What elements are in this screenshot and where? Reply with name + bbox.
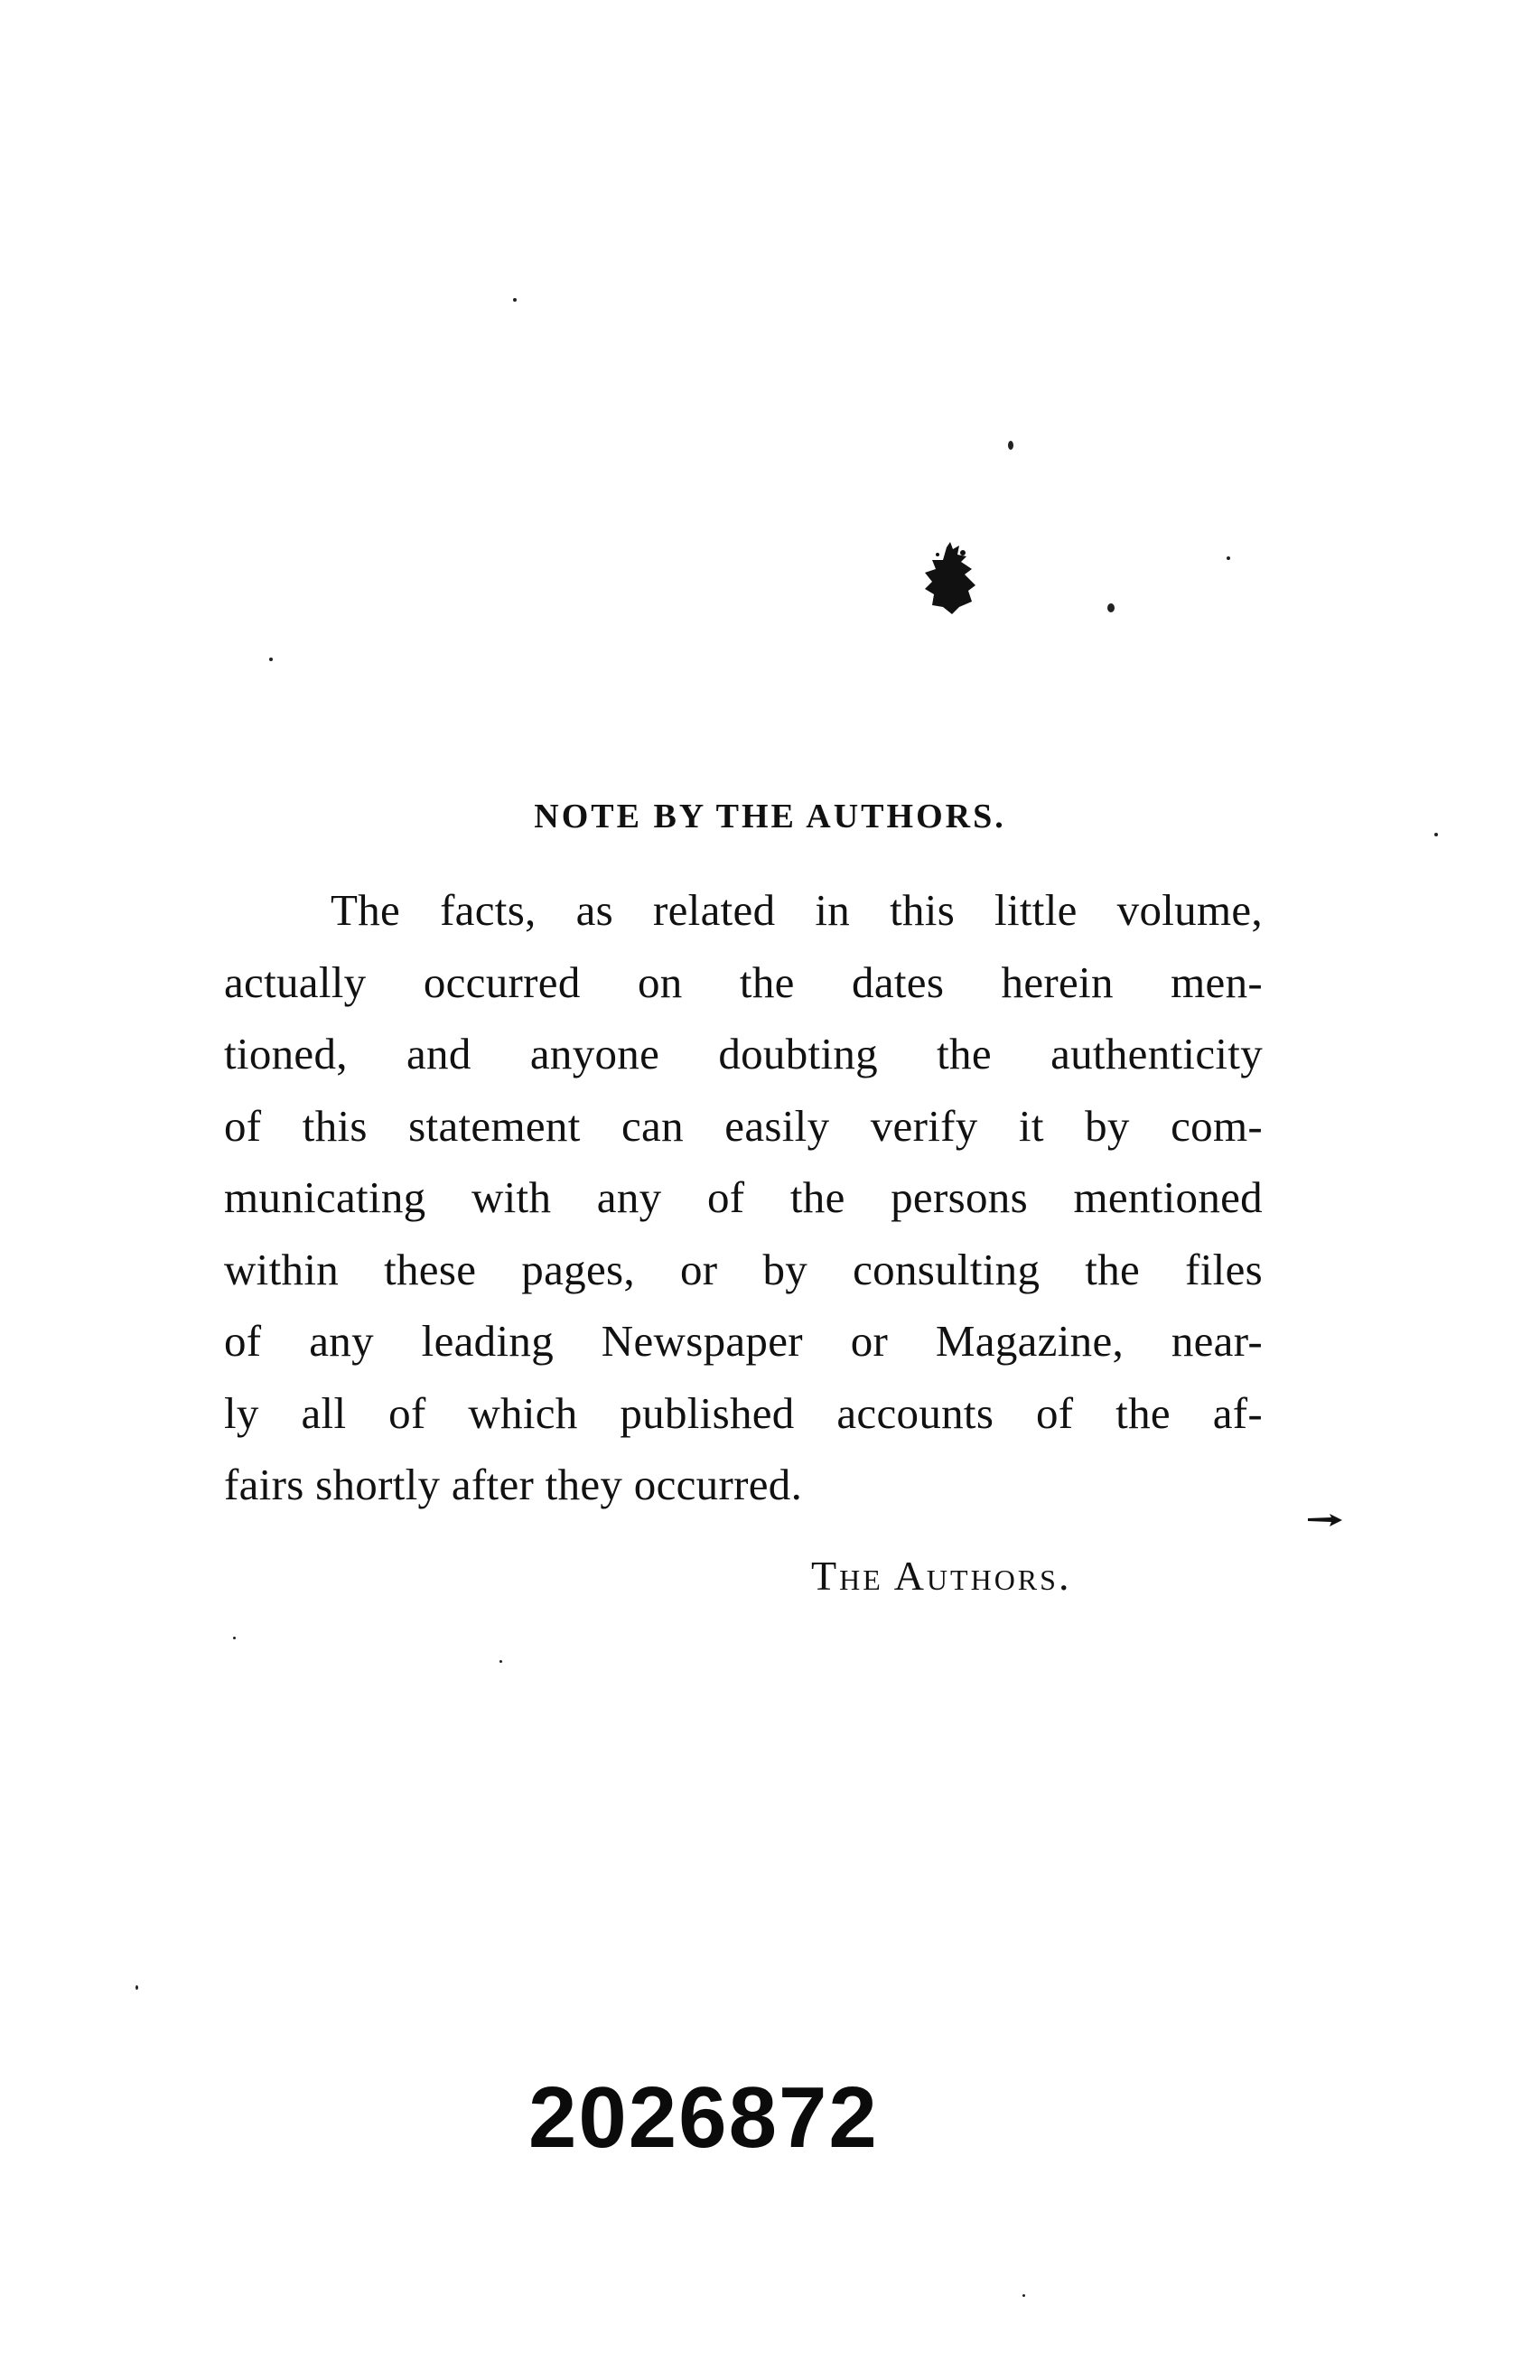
note-line: of any leading Newspaper or Magazine, near- — [224, 1316, 1263, 1366]
signature: The Authors. — [811, 1553, 1072, 1599]
library-stamp-number: 2026872 — [528, 2069, 879, 2166]
ink-blot-icon — [919, 542, 983, 616]
scan-speck — [499, 1660, 502, 1663]
note-line: municating with any of the persons mentioned — [224, 1172, 1263, 1222]
note-line: tioned, and anyone doubting the authenticity — [224, 1029, 1263, 1078]
margin-mark-icon — [1308, 1514, 1342, 1526]
note-heading-text: NOTE BY THE AUTHORS. — [534, 798, 1006, 835]
note-line: within these pages, or by consulting the files — [224, 1244, 1263, 1294]
note-line: of this statement can easily verify it by com- — [224, 1100, 1263, 1151]
scan-speck — [1107, 603, 1115, 612]
note-line: fairs shortly after they occurred. — [224, 1460, 803, 1509]
note-body — [224, 874, 1263, 1521]
scan-speck — [513, 298, 517, 302]
note-line: ly all of which published accounts of the af- — [224, 1387, 1263, 1438]
note-line: actually occurred on the dates herein men- — [224, 957, 1263, 1007]
note-heading — [0, 797, 1540, 836]
scan-speck — [135, 1985, 138, 1990]
scan-speck — [1008, 441, 1013, 450]
scan-speck — [233, 1637, 236, 1639]
scan-speck — [1022, 2294, 1025, 2297]
scan-speck — [1227, 556, 1230, 560]
scan-speck — [269, 658, 273, 661]
note-line: The facts, as related in this little volume, — [331, 885, 1263, 935]
